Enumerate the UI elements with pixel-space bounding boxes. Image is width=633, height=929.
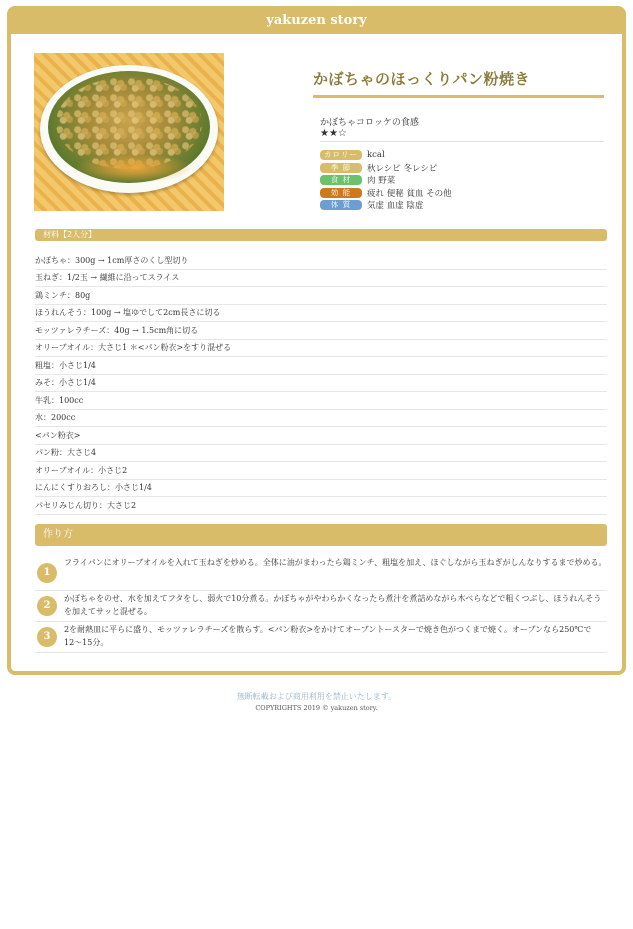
info-tag: 体 質 <box>320 200 362 210</box>
footer-notice: 無断転載および商用利用を禁止いたします。 <box>236 692 397 701</box>
ingredient-item: モッツァレラチーズ：40g → 1.5cm角に切る <box>35 322 607 340</box>
info-value: kcal <box>367 150 385 160</box>
step-text: フライパンにオリーブオイルを入れて玉ねぎを炒める。全体に油がまわったら鶏ミンチ、粗塩を加え、ほぐしながら玉ねぎがしんなりするまで炒める。 <box>64 558 607 567</box>
step-number: 3 <box>37 627 57 647</box>
info-tag: 食 材 <box>320 175 362 185</box>
info-tag: 季 節 <box>320 163 362 173</box>
steps-list <box>35 555 607 653</box>
ingredient-item: にんにくすりおろし：小さじ1/4 <box>35 480 607 498</box>
steps-heading: 作り方 <box>35 524 607 546</box>
recipe-info-list <box>320 149 452 212</box>
ingredient-item: オリーブオイル：大さじ1 ＊<パン粉衣>をすり混ぜる <box>35 340 607 358</box>
ingredient-item: 牛乳：100cc <box>35 392 607 410</box>
info-tag: 効 能 <box>320 188 362 198</box>
info-row <box>320 174 452 186</box>
info-value[interactable]: 秋レシピ 冬レシピ <box>367 163 438 174</box>
site-title[interactable]: yakuzen story <box>11 10 622 34</box>
step-item <box>35 591 607 622</box>
ingredient-item: オリーブオイル：小さじ2 <box>35 462 607 480</box>
info-value[interactable]: 疲れ 便秘 貧血 その他 <box>367 188 452 199</box>
info-row <box>320 199 452 211</box>
step-item <box>35 555 607 591</box>
step-text: かぼちゃをのせ、水を加えてフタをし、弱火で10分煮る。かぼちゃがやわらかくなったら煮汁を煮詰めながら木べらなどで粗くつぶし、ほうれんそうを加えてサッと混ぜる。 <box>64 594 602 616</box>
ingredient-item: みそ：小さじ1/4 <box>35 375 607 393</box>
recipe-card <box>7 6 626 675</box>
info-tag: カロリー <box>320 150 362 160</box>
info-row <box>320 149 452 161</box>
info-row <box>320 187 452 199</box>
step-item <box>35 622 607 653</box>
step-text: 2を耐熱皿に平らに盛り、モッツァレラチーズを散らす。<パン粉衣>をかけてオーブントースターで焼き色がつくまで焼く。オーブンなら250℃で12〜15分。 <box>64 625 592 647</box>
ingredient-item: パン粉：大さじ4 <box>35 445 607 463</box>
recipe-title: かぼちゃのほっくりパン粉焼き <box>313 70 531 88</box>
ingredient-item: 鶏ミンチ：80g <box>35 287 607 305</box>
ingredients-heading: 材料【2人分】 <box>35 229 607 241</box>
footer-copyright: COPYRIGHTS 2019 © yakuzen story. <box>255 704 378 712</box>
ingredients-list <box>35 252 607 515</box>
recipe-photo <box>34 53 224 211</box>
step-number: 1 <box>37 563 57 583</box>
info-row <box>320 162 452 174</box>
ingredient-item: 玉ねぎ：1/2玉 → 繊維に沿ってスライス <box>35 270 607 288</box>
step-number: 2 <box>37 596 57 616</box>
title-divider <box>313 95 604 98</box>
ingredient-item: 粗塩：小さじ1/4 <box>35 357 607 375</box>
ingredient-item: ほうれんそう：100g → 塩ゆでして2cm長さに切る <box>35 305 607 323</box>
info-divider <box>320 141 604 142</box>
ingredient-item: かぼちゃ：300g → 1cm厚さのくし型切り <box>35 252 607 270</box>
info-value[interactable]: 気虚 血虚 陰虚 <box>367 201 424 211</box>
ingredient-item: 水：200cc <box>35 410 607 428</box>
ingredient-item: パセリみじん切り：大さじ2 <box>35 497 607 515</box>
recipe-subtitle: かぼちゃコロッケの食感 <box>320 118 419 128</box>
pumpkin-shape <box>74 153 194 183</box>
difficulty-stars: ★★☆ <box>320 128 347 139</box>
info-value[interactable]: 肉 野菜 <box>367 176 396 186</box>
ingredient-item: <パン粉衣> <box>35 427 607 445</box>
